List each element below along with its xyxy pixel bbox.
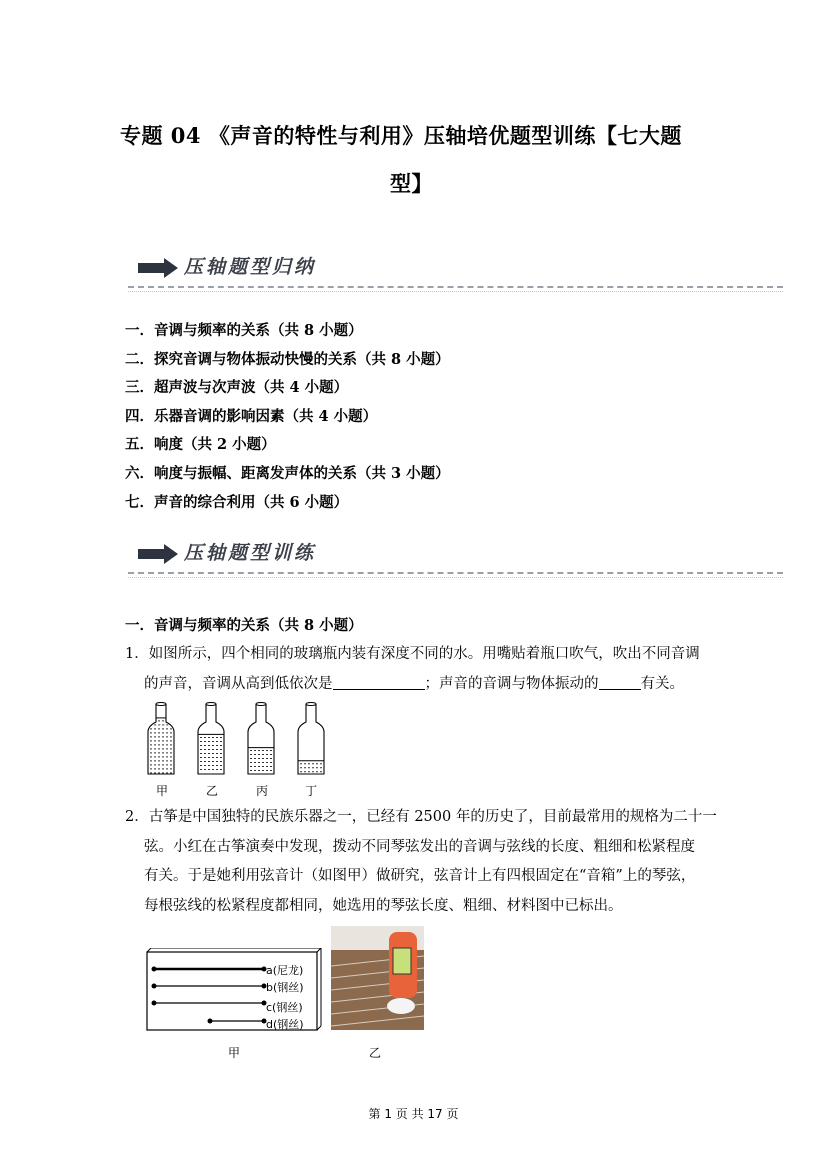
arrow-icon [138, 544, 178, 564]
string-label-c: c(钢丝) [266, 1001, 303, 1014]
caption-yi: 乙 [369, 1046, 382, 1060]
section-heading: 一．音调与频率的关系（共 8 小题） [125, 617, 363, 634]
bottle-label-yi: 乙 [206, 784, 219, 798]
question-1 [125, 640, 705, 699]
topic-item-2: 二．探究音调与物体振动快慢的关系（共 8 小题） [125, 350, 450, 368]
bottle-2 [198, 703, 224, 775]
string-label-a: a(尼龙) [266, 964, 304, 977]
topic-item-7: 七．声音的综合利用（共 6 小题） [125, 493, 349, 511]
training-banner-label: 压轴题型训练 [184, 542, 317, 564]
summary-banner-label: 压轴题型归纳 [184, 256, 317, 278]
caption-jia: 甲 [228, 1046, 241, 1060]
topic-list [125, 320, 450, 520]
page-footer: 第 1 页 共 17 页 [368, 1107, 459, 1121]
question-2-line-2: 弦。小红在古筝演奏中发现，拨动不同琴弦发出的音调与弦线的长度、粗细和松紧程度 [144, 838, 695, 855]
topic-item-1: 一．音调与频率的关系（共 8 小题） [125, 322, 363, 339]
answer-blank-1[interactable] [333, 674, 425, 690]
bottle-3 [248, 703, 274, 775]
string-meter-figure [146, 948, 322, 1034]
training-banner [128, 536, 783, 576]
string-label-b: b(钢丝) [266, 981, 304, 994]
topic-item-5: 五．响度（共 2 小题） [125, 436, 276, 454]
bottle-label-jia: 甲 [156, 784, 169, 798]
guzheng-tuner-photo [331, 926, 424, 1030]
summary-banner [128, 250, 783, 290]
question-1-line-2 [125, 670, 705, 700]
bottle-4 [298, 703, 324, 775]
question-2 [125, 803, 717, 921]
topic-item-6: 六．响度与振幅、距离发声体的关系（共 3 小题） [125, 464, 450, 482]
question-2-line-1: 2．古筝是中国独特的民族乐器之一，已经有 2500 年的历史了，目前最常用的规格为二十一 [125, 809, 717, 825]
question-1-text-a: 的声音，音调从高到低依次是 [144, 675, 333, 692]
bottle-1 [148, 703, 174, 775]
string-label-d: d(钢丝) [266, 1018, 304, 1031]
topic-item-3: 三．超声波与次声波（共 4 小题） [125, 379, 349, 397]
page-title-continued: 型】 [390, 171, 433, 196]
page-title: 专题 04 《声音的特性与利用》压轴培优题型训练【七大题 [120, 123, 682, 148]
question-2-line-3: 有关。于是她利用弦音计（如图甲）做研究，弦音计上有四根固定在“音箱”上的琴弦， [144, 868, 696, 884]
question-2-line-4: 每根弦线的松紧程度都相同，她选用的琴弦长度、粗细、材料图中已标出。 [144, 897, 623, 914]
bottles-figure [140, 700, 340, 800]
question-1-text-c: 有关。 [640, 675, 684, 692]
bottle-label-ding: 丁 [305, 784, 318, 798]
arrow-icon [138, 258, 178, 278]
bottle-label-bing: 丙 [256, 784, 269, 798]
question-1-line-1: 1．如图所示，四个相同的玻璃瓶内装有深度不同的水。用嘴贴着瓶口吹气，吹出不同音调 [125, 646, 700, 662]
bottles-drawing [140, 700, 340, 780]
question-1-text-b: ；声音的音调与物体振动的 [424, 675, 599, 692]
answer-blank-2[interactable] [599, 674, 641, 690]
topic-item-4: 四．乐器音调的影响因素（共 4 小题） [125, 407, 378, 425]
